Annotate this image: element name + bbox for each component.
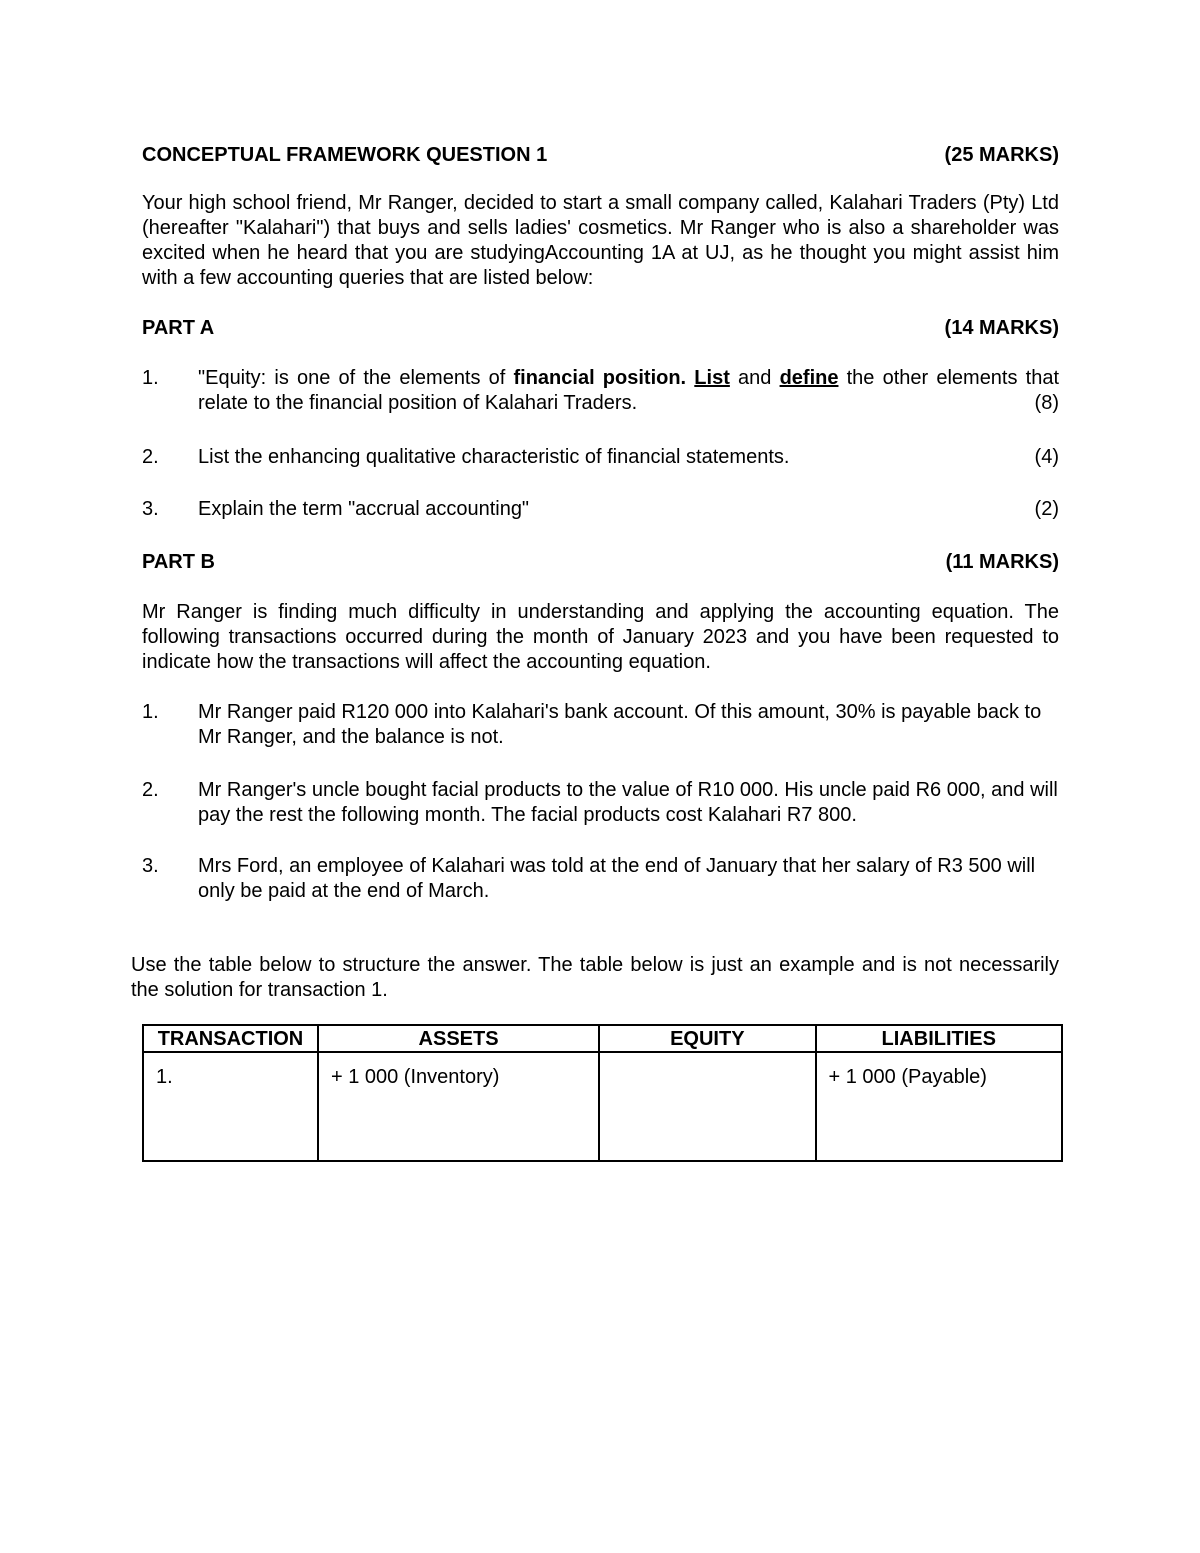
question-text: List the enhancing qualitative characteristic of financial statements. [198, 446, 790, 468]
transaction-item [142, 700, 1059, 750]
transaction-item [142, 778, 1059, 828]
cell-transaction: 1. [143, 1052, 318, 1161]
part-b-heading-row [142, 550, 1059, 575]
question-text: Explain the term "accrual accounting" [198, 498, 530, 520]
question-total-marks: (25 MARKS) [944, 144, 1059, 166]
table-header-row [143, 1025, 1062, 1052]
table-row [143, 1052, 1062, 1161]
transaction-text: Mr Ranger paid R120 000 into Kalahari's bank account. Of this amount, 30% is payable back to Mr Ranger, and the balance is not. [198, 701, 1042, 748]
question-number: 3. [142, 498, 159, 520]
question-marks: (2) [1034, 498, 1059, 520]
transaction-text: Mrs Ford, an employee of Kalahari was told at the end of January that her salary of R3 500 will only be paid at the end of March. [198, 855, 1036, 902]
intro-paragraph: Your high school friend, Mr Ranger, decided to start a small company called, Kalahari Traders (Pty) Ltd (hereafter "Kalahari") that buys and sells ladies' cosmetics. Mr Ranger who is also a shareholder was excited when he heard that you are studyingAccounting 1A at UJ, as he thought you might assist him with a few accounting queries that are listed below: [142, 192, 1059, 289]
table-instructions: Use the table below to structure the answer. The table below is just an example and is not necessarily the solution for transaction 1. [131, 954, 1059, 1001]
question-marks: (4) [1034, 446, 1059, 468]
question-title: CONCEPTUAL FRAMEWORK QUESTION 1 [142, 144, 548, 166]
part-a-marks: (14 MARKS) [944, 317, 1059, 339]
part-a-heading: PART A [142, 317, 215, 339]
transaction-number: 2. [142, 779, 159, 801]
transaction-number: 1. [142, 701, 159, 723]
header-liabilities: LIABILITIES [816, 1025, 1062, 1052]
part-b-heading: PART B [142, 551, 215, 573]
header-assets: ASSETS [318, 1025, 599, 1052]
cell-assets: + 1 000 (Inventory) [318, 1052, 599, 1161]
part-a-question-1 [142, 366, 1059, 416]
transaction-item [142, 854, 1059, 904]
transaction-text: Mr Ranger's uncle bought facial products to the value of R10 000. His uncle paid R6 000, and will pay the rest the following month. The facial products cost Kalahari R7 800. [198, 779, 1058, 826]
question-text: "Equity: is one of the elements of financial position. List and define the other elements that relate to the financial position of Kalahari Traders. [198, 367, 1060, 414]
question-number: 2. [142, 446, 159, 468]
question-marks: (8) [1034, 392, 1059, 414]
question-number: 1. [142, 367, 159, 389]
transaction-number: 3. [142, 855, 159, 877]
cell-equity [599, 1052, 815, 1161]
header-transaction: TRANSACTION [143, 1025, 318, 1052]
part-a-heading-row [142, 316, 1059, 341]
part-b-marks: (11 MARKS) [945, 551, 1059, 573]
part-a-question-3 [142, 497, 1059, 522]
header-equity: EQUITY [599, 1025, 815, 1052]
part-b-intro-paragraph: Mr Ranger is finding much difficulty in understanding and applying the accounting equation. The following transactions occurred during the month of January 2023 and you have been requested to indicate how the transactions will affect the accounting equation. [142, 601, 1059, 673]
cell-liabilities: + 1 000 (Payable) [816, 1052, 1062, 1161]
part-a-question-2 [142, 445, 1059, 470]
answer-table [142, 1024, 1063, 1162]
question-title-row [142, 143, 1059, 168]
